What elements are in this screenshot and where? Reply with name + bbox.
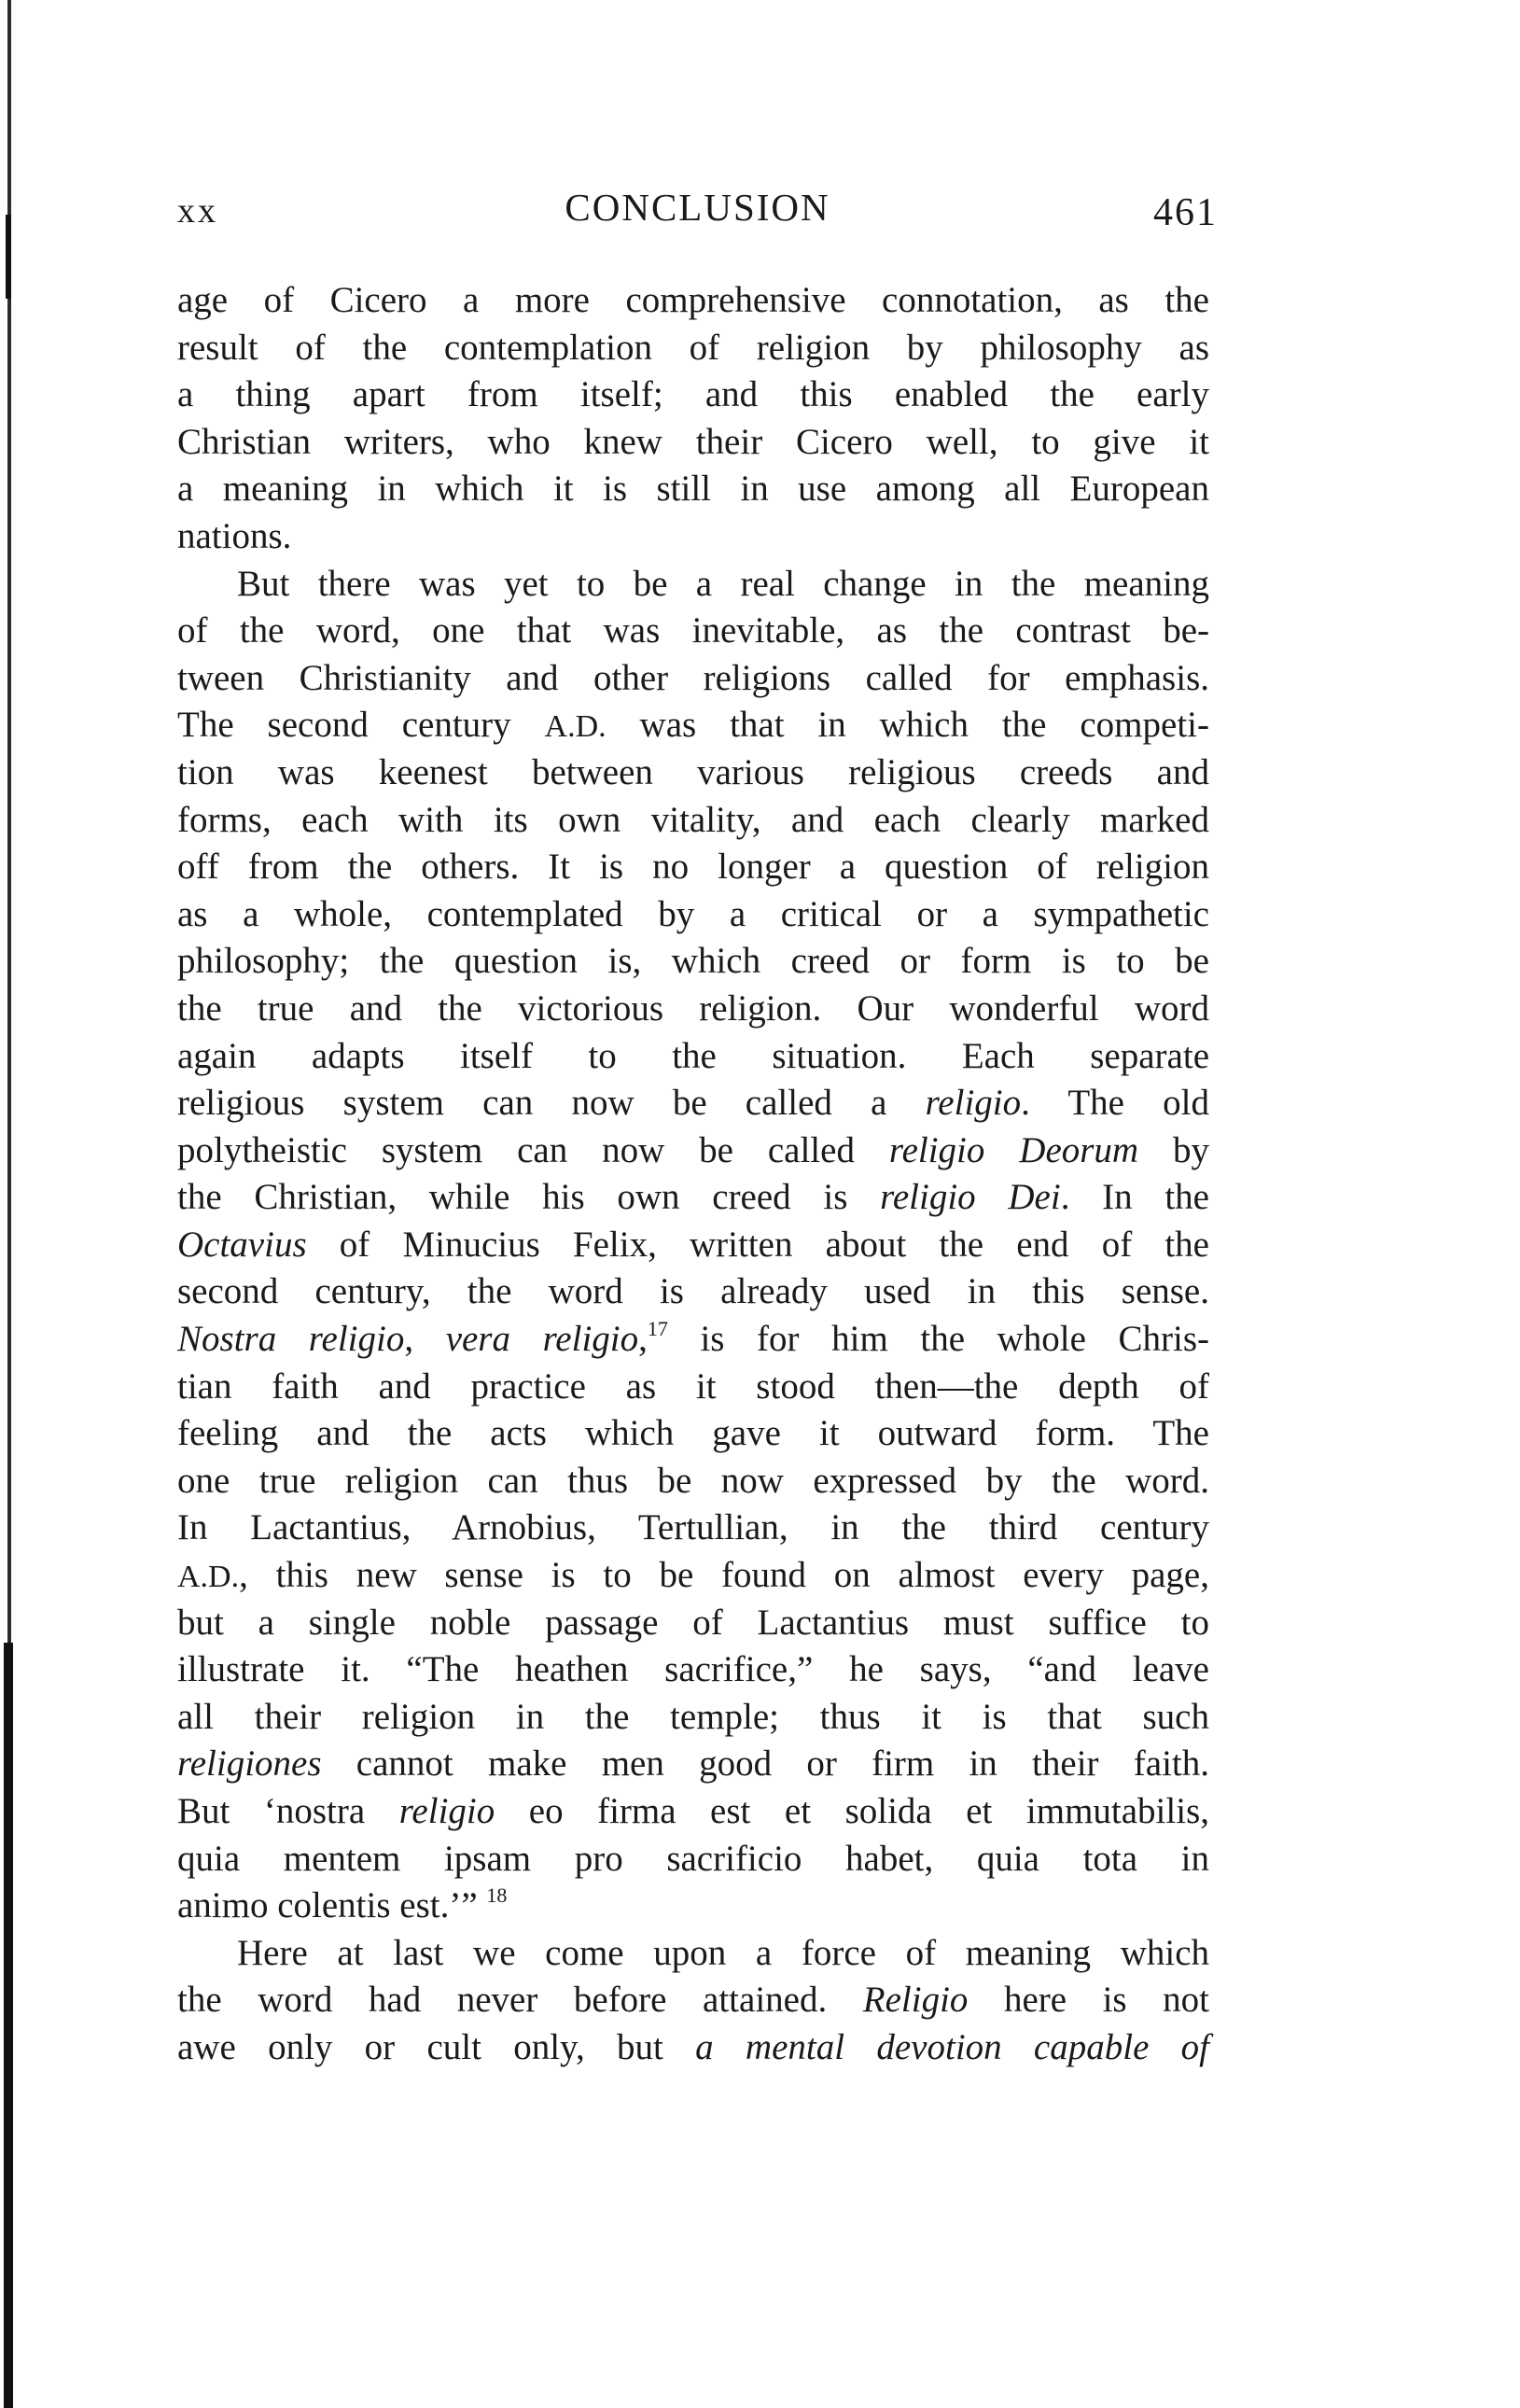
text-line: all their religion in the temple; thus it is that such	[177, 1696, 1209, 1737]
body-text	[177, 277, 1209, 2072]
text-line: the true and the victorious religion. Our wonderful word	[177, 987, 1209, 1029]
text-line: result of the contemplation of religion by philosophy as	[177, 327, 1209, 368]
text-line: feeling and the acts which gave it outward form. The	[177, 1413, 1209, 1454]
text-line: Octavius of Minucius Felix, written about the end of the	[177, 1224, 1209, 1265]
chapter-number: xx	[177, 191, 218, 231]
text-line: a meaning in which it is still in use among all European	[177, 469, 1209, 510]
text-line: as a whole, contemplated by a critical or a sympathetic	[177, 893, 1209, 934]
text-line: awe only or cult only, but a mental devotion capable of	[177, 2026, 1209, 2067]
text-line: tion was keenest between various religious creeds and	[177, 751, 1209, 792]
text-line: In Lactantius, Arnobius, Tertullian, in the third century	[177, 1507, 1209, 1548]
running-title: CONCLUSION	[565, 186, 830, 229]
page-edge-mark	[4, 1643, 13, 2408]
text-line: nations.	[177, 515, 292, 556]
text-line: religious system can now be called a religio. The old	[177, 1083, 1209, 1124]
text-line: tian faith and practice as it stood then—the depth of	[177, 1365, 1209, 1407]
text-line: one true religion can thus be now expressed by the word.	[177, 1460, 1209, 1501]
page-number: 461	[1153, 191, 1218, 234]
text-line: the word had never before attained. Religio here is not	[177, 1980, 1209, 2021]
text-line: of the word, one that was inevitable, as the contrast be-	[177, 610, 1209, 651]
text-line: again adapts itself to the situation. Each separate	[177, 1035, 1209, 1076]
text-line: philosophy; the question is, which creed or form is to be	[177, 941, 1209, 982]
text-line: Nostra religio, vera religio,$^{17}$ is for him the whole Chris-	[177, 1317, 1210, 1360]
text-line: But there was yet to be a real change in the meaning	[237, 563, 1209, 604]
text-line: second century, the word is already used in this sense.	[177, 1271, 1209, 1312]
text-line: Here at last we come upon a force of meaning which	[237, 1932, 1209, 1973]
text-line: quia mentem ipsam pro sacrificio habet, quia tota in	[177, 1838, 1209, 1879]
text-line: The second century A.D. was that in which the competi-	[177, 705, 1209, 746]
text-line: animo colentis est.’” $^{18}$	[177, 1883, 508, 1926]
text-line: forms, each with its own vitality, and each clearly marked	[177, 799, 1209, 840]
text-line: tween Christianity and other religions called for emphasis.	[177, 657, 1209, 698]
text-line: a thing apart from itself; and this enabled the early	[177, 374, 1209, 415]
text-line: polytheistic system can now be called religio Deorum by	[177, 1129, 1209, 1170]
text-line: illustrate it. “The heathen sacrifice,” he says, “and leave	[177, 1649, 1209, 1690]
text-line: the Christian, while his own creed is religio Dei. In the	[177, 1177, 1209, 1218]
text-line: off from the others. It is no longer a question of religion	[177, 847, 1209, 888]
text-line: Christian writers, who knew their Cicero well, to give it	[177, 421, 1209, 462]
page-edge-mark	[6, 215, 11, 299]
text-line: A.D., this new sense is to be found on almost every page,	[177, 1555, 1209, 1596]
text-line: religiones cannot make men good or firm in their faith.	[177, 1743, 1209, 1785]
running-header	[177, 186, 1218, 246]
text-line: age of Cicero a more comprehensive connotation, as the	[177, 280, 1209, 320]
text-line: But ‘nostra religio eo firma est et solida et immutabilis,	[177, 1791, 1209, 1831]
text-line: but a single noble passage of Lactantius must suffice to	[177, 1602, 1209, 1643]
